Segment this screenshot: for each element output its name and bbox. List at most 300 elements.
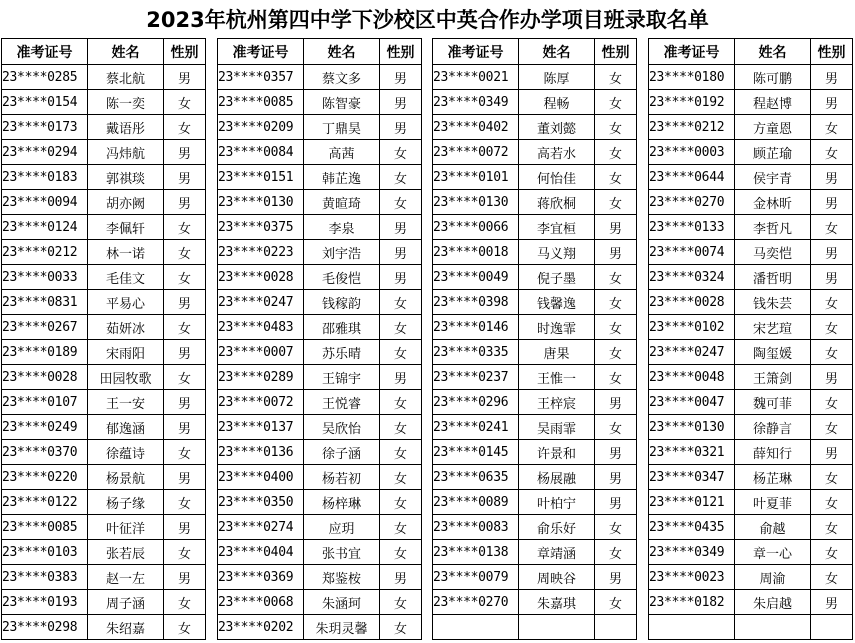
table-row [218, 315, 422, 340]
candidate-id: 23****0130 [433, 190, 519, 215]
candidate-id: 23****0347 [649, 465, 735, 490]
table-row [433, 365, 637, 390]
candidate-id: 23****0084 [218, 140, 304, 165]
gender: 男 [595, 215, 637, 240]
table-row [2, 190, 206, 215]
candidate-id: 23****0151 [218, 165, 304, 190]
gender: 女 [811, 215, 853, 240]
candidate-id: 23****0402 [433, 115, 519, 140]
header-row [649, 39, 853, 65]
gender: 女 [164, 90, 206, 115]
table-row [218, 240, 422, 265]
gender: 女 [595, 340, 637, 365]
student-name: 李哲凡 [735, 215, 811, 240]
candidate-id: 23****0182 [649, 590, 735, 615]
table-row [218, 365, 422, 390]
table-row [2, 65, 206, 90]
header-row [218, 39, 422, 65]
student-name: 林一诺 [88, 240, 164, 265]
student-name: 程赵博 [735, 90, 811, 115]
table-row [433, 565, 637, 590]
candidate-id [649, 615, 735, 640]
gender: 男 [811, 440, 853, 465]
student-name: 何怡佳 [519, 165, 595, 190]
gender: 女 [811, 415, 853, 440]
table-row [2, 390, 206, 415]
roster-table-2 [217, 38, 422, 640]
student-name: 叶夏菲 [735, 490, 811, 515]
candidate-id: 23****0048 [649, 365, 735, 390]
gender: 女 [595, 190, 637, 215]
gender: 男 [164, 290, 206, 315]
gender: 男 [164, 65, 206, 90]
gender: 女 [164, 615, 206, 640]
student-name: 侯宇青 [735, 165, 811, 190]
table-row [649, 90, 853, 115]
student-name: 朱涵珂 [304, 590, 380, 615]
student-name: 宋艺瑄 [735, 315, 811, 340]
candidate-id: 23****0068 [218, 590, 304, 615]
student-name: 钱馨逸 [519, 290, 595, 315]
header-gender: 性别 [380, 39, 422, 65]
gender: 女 [164, 240, 206, 265]
table-row [649, 215, 853, 240]
table-row [2, 590, 206, 615]
table-row [649, 240, 853, 265]
student-name: 王一安 [88, 390, 164, 415]
student-name: 马义翔 [519, 240, 595, 265]
table-row [433, 190, 637, 215]
candidate-id: 23****0357 [218, 65, 304, 90]
student-name: 徐子涵 [304, 440, 380, 465]
candidate-id: 23****0375 [218, 215, 304, 240]
student-name: 徐蕴诗 [88, 440, 164, 465]
candidate-id: 23****0247 [218, 290, 304, 315]
candidate-id: 23****0137 [218, 415, 304, 440]
gender: 女 [811, 565, 853, 590]
student-name: 王箫剑 [735, 365, 811, 390]
gender: 男 [164, 190, 206, 215]
candidate-id: 23****0023 [649, 565, 735, 590]
candidate-id: 23****0189 [2, 340, 88, 365]
gender: 男 [595, 565, 637, 590]
candidate-id: 23****0133 [649, 215, 735, 240]
candidate-id: 23****0247 [649, 340, 735, 365]
gender: 女 [164, 265, 206, 290]
student-name: 钱朱芸 [735, 290, 811, 315]
table-row [649, 565, 853, 590]
table-row [433, 215, 637, 240]
table-row [2, 215, 206, 240]
header-gender: 性别 [595, 39, 637, 65]
gender: 男 [811, 65, 853, 90]
student-name: 周子涵 [88, 590, 164, 615]
student-name: 陈智豪 [304, 90, 380, 115]
student-name: 金林昕 [735, 190, 811, 215]
gender: 女 [380, 465, 422, 490]
candidate-id: 23****0435 [649, 515, 735, 540]
gender: 男 [380, 240, 422, 265]
table-row [649, 515, 853, 540]
student-name: 茹妍冰 [88, 315, 164, 340]
gender: 女 [380, 515, 422, 540]
table-row [649, 590, 853, 615]
header-id: 准考证号 [218, 39, 304, 65]
table-row [649, 165, 853, 190]
student-name: 邵雅琪 [304, 315, 380, 340]
candidate-id: 23****0369 [218, 565, 304, 590]
table-row [2, 565, 206, 590]
header-row [433, 39, 637, 65]
gender: 女 [811, 140, 853, 165]
gender: 女 [595, 140, 637, 165]
student-name: 薛知行 [735, 440, 811, 465]
student-name: 蒋欣桐 [519, 190, 595, 215]
table-row [649, 490, 853, 515]
table-row [2, 540, 206, 565]
candidate-id: 23****0007 [218, 340, 304, 365]
table-row [649, 65, 853, 90]
candidate-id: 23****0028 [2, 365, 88, 390]
candidate-id: 23****0021 [433, 65, 519, 90]
table-row [218, 565, 422, 590]
student-name: 高茜 [304, 140, 380, 165]
table-row [433, 440, 637, 465]
table-row [433, 115, 637, 140]
student-name: 潘哲明 [735, 265, 811, 290]
candidate-id: 23****0072 [218, 390, 304, 415]
header-gender: 性别 [811, 39, 853, 65]
student-name: 黄暄琦 [304, 190, 380, 215]
student-name: 韩芷逸 [304, 165, 380, 190]
candidate-id: 23****0335 [433, 340, 519, 365]
table-row [649, 190, 853, 215]
gender: 女 [164, 590, 206, 615]
candidate-id: 23****0383 [2, 565, 88, 590]
candidate-id: 23****0101 [433, 165, 519, 190]
table-row [218, 390, 422, 415]
gender: 女 [164, 440, 206, 465]
table-row [433, 490, 637, 515]
gender: 男 [595, 465, 637, 490]
candidate-id: 23****0122 [2, 490, 88, 515]
student-name: 董刘懿 [519, 115, 595, 140]
student-name: 叶征洋 [88, 515, 164, 540]
gender: 女 [595, 315, 637, 340]
candidate-id: 23****0018 [433, 240, 519, 265]
student-name: 张若辰 [88, 540, 164, 565]
student-name: 周渝 [735, 565, 811, 590]
candidate-id: 23****0089 [433, 490, 519, 515]
gender: 男 [811, 265, 853, 290]
candidate-id: 23****0404 [218, 540, 304, 565]
candidate-id: 23****0831 [2, 290, 88, 315]
gender: 男 [164, 140, 206, 165]
candidate-id: 23****0212 [2, 240, 88, 265]
candidate-id: 23****0400 [218, 465, 304, 490]
student-name: 蔡文多 [304, 65, 380, 90]
table-row [433, 90, 637, 115]
student-name: 杨景航 [88, 465, 164, 490]
table-row [649, 315, 853, 340]
candidate-id: 23****0267 [2, 315, 88, 340]
candidate-id: 23****0130 [218, 190, 304, 215]
gender: 男 [380, 115, 422, 140]
candidate-id: 23****0136 [218, 440, 304, 465]
student-name: 郭祺琰 [88, 165, 164, 190]
student-name: 魏可菲 [735, 390, 811, 415]
table-row [218, 590, 422, 615]
candidate-id: 23****0249 [2, 415, 88, 440]
gender: 女 [164, 365, 206, 390]
table-row [649, 390, 853, 415]
table-row [433, 615, 637, 640]
student-name: 杨展融 [519, 465, 595, 490]
gender: 女 [380, 315, 422, 340]
gender: 女 [811, 290, 853, 315]
table-row [2, 165, 206, 190]
student-name: 郁逸涵 [88, 415, 164, 440]
student-name: 章一心 [735, 540, 811, 565]
candidate-id: 23****0003 [649, 140, 735, 165]
candidate-id: 23****0130 [649, 415, 735, 440]
gender: 女 [595, 165, 637, 190]
student-name: 陈厚 [519, 65, 595, 90]
student-name: 许景和 [519, 440, 595, 465]
candidate-id: 23****0192 [649, 90, 735, 115]
table-row [2, 240, 206, 265]
table-row [218, 65, 422, 90]
candidate-id: 23****0085 [2, 515, 88, 540]
gender: 男 [811, 365, 853, 390]
candidate-id: 23****0483 [218, 315, 304, 340]
table-row [2, 465, 206, 490]
candidate-id: 23****0324 [649, 265, 735, 290]
student-name: 程畅 [519, 90, 595, 115]
table-row [2, 440, 206, 465]
table-row [2, 365, 206, 390]
student-name: 朱嘉琪 [519, 590, 595, 615]
table-row [649, 415, 853, 440]
gender: 女 [164, 315, 206, 340]
gender: 女 [595, 265, 637, 290]
candidate-id: 23****0047 [649, 390, 735, 415]
candidate-id: 23****0124 [2, 215, 88, 240]
student-name: 王锦宇 [304, 365, 380, 390]
candidate-id: 23****0220 [2, 465, 88, 490]
candidate-id: 23****0270 [433, 590, 519, 615]
student-name: 顾芷瑜 [735, 140, 811, 165]
student-name: 吴欣怡 [304, 415, 380, 440]
gender: 女 [595, 90, 637, 115]
table-row [218, 490, 422, 515]
gender: 女 [595, 65, 637, 90]
gender: 男 [164, 415, 206, 440]
header-name: 姓名 [735, 39, 811, 65]
student-name: 俞乐好 [519, 515, 595, 540]
gender: 男 [811, 90, 853, 115]
candidate-id: 23****0085 [218, 90, 304, 115]
candidate-id: 23****0635 [433, 465, 519, 490]
candidate-id: 23****0370 [2, 440, 88, 465]
student-name: 应玥 [304, 515, 380, 540]
table-row [218, 440, 422, 465]
gender: 女 [595, 415, 637, 440]
gender: 女 [811, 490, 853, 515]
candidate-id [433, 615, 519, 640]
student-name: 杨梓琳 [304, 490, 380, 515]
table-row [433, 540, 637, 565]
roster-table-4 [648, 38, 853, 640]
student-name: 周映谷 [519, 565, 595, 590]
candidate-id: 23****0102 [649, 315, 735, 340]
candidate-id: 23****0398 [433, 290, 519, 315]
gender: 女 [595, 115, 637, 140]
table-row [218, 290, 422, 315]
table-row [649, 615, 853, 640]
header-id: 准考证号 [649, 39, 735, 65]
gender: 女 [595, 365, 637, 390]
student-name: 钱稼韵 [304, 290, 380, 315]
header-gender: 性别 [164, 39, 206, 65]
gender: 女 [811, 315, 853, 340]
candidate-id: 23****0107 [2, 390, 88, 415]
student-name: 胡亦阙 [88, 190, 164, 215]
gender: 男 [380, 265, 422, 290]
table-row [433, 515, 637, 540]
student-name: 杨子缘 [88, 490, 164, 515]
gender: 女 [595, 515, 637, 540]
gender: 男 [164, 515, 206, 540]
candidate-id: 23****0270 [649, 190, 735, 215]
candidate-id: 23****0173 [2, 115, 88, 140]
student-name: 唐果 [519, 340, 595, 365]
gender: 男 [811, 165, 853, 190]
table-row [433, 265, 637, 290]
gender: 女 [380, 615, 422, 640]
candidate-id: 23****0074 [649, 240, 735, 265]
gender: 男 [595, 440, 637, 465]
table-row [433, 240, 637, 265]
student-name: 戴语彤 [88, 115, 164, 140]
table-row [218, 140, 422, 165]
gender: 女 [380, 340, 422, 365]
table-row [433, 415, 637, 440]
gender: 男 [164, 565, 206, 590]
table-row [218, 190, 422, 215]
header-name: 姓名 [88, 39, 164, 65]
table-row [649, 365, 853, 390]
gender: 女 [164, 540, 206, 565]
student-name: 章靖涵 [519, 540, 595, 565]
gender: 男 [380, 365, 422, 390]
table-row [433, 290, 637, 315]
student-name: 田园牧歌 [88, 365, 164, 390]
candidate-id: 23****0298 [2, 615, 88, 640]
student-name: 王悦睿 [304, 390, 380, 415]
table-row [218, 515, 422, 540]
candidate-id: 23****0154 [2, 90, 88, 115]
student-name: 倪子墨 [519, 265, 595, 290]
candidate-id: 23****0237 [433, 365, 519, 390]
header-name: 姓名 [304, 39, 380, 65]
table-row [218, 465, 422, 490]
candidate-id: 23****0294 [2, 140, 88, 165]
candidate-id: 23****0049 [433, 265, 519, 290]
candidate-id: 23****0349 [649, 540, 735, 565]
candidate-id: 23****0183 [2, 165, 88, 190]
gender: 女 [595, 540, 637, 565]
table-row [433, 590, 637, 615]
candidate-id: 23****0241 [433, 415, 519, 440]
gender: 女 [380, 440, 422, 465]
gender: 女 [380, 590, 422, 615]
student-name: 李佩轩 [88, 215, 164, 240]
gender: 女 [380, 540, 422, 565]
table-row [218, 115, 422, 140]
candidate-id: 23****0145 [433, 440, 519, 465]
header-name: 姓名 [519, 39, 595, 65]
gender: 男 [380, 90, 422, 115]
gender: 女 [811, 465, 853, 490]
table-row [649, 540, 853, 565]
student-name: 高若水 [519, 140, 595, 165]
table-row [218, 90, 422, 115]
table-row [218, 540, 422, 565]
header-id: 准考证号 [433, 39, 519, 65]
table-row [218, 615, 422, 640]
candidate-id: 23****0349 [433, 90, 519, 115]
gender: 女 [380, 165, 422, 190]
candidate-id: 23****0212 [649, 115, 735, 140]
table-row [2, 340, 206, 365]
table-row [218, 340, 422, 365]
student-name: 俞越 [735, 515, 811, 540]
candidate-id: 23****0644 [649, 165, 735, 190]
student-name: 苏乐晴 [304, 340, 380, 365]
table-row [218, 165, 422, 190]
table-row [433, 315, 637, 340]
student-name: 冯炜航 [88, 140, 164, 165]
candidate-id: 23****0066 [433, 215, 519, 240]
candidate-id: 23****0321 [649, 440, 735, 465]
gender: 男 [595, 390, 637, 415]
page-title: 2023年杭州第四中学下沙校区中英合作办学项目班录取名单 [146, 8, 709, 32]
candidate-id: 23****0146 [433, 315, 519, 340]
table-row [433, 390, 637, 415]
student-name: 毛俊恺 [304, 265, 380, 290]
table-row [649, 290, 853, 315]
table-row [433, 465, 637, 490]
table-row [2, 140, 206, 165]
gender: 女 [380, 390, 422, 415]
table-row [2, 515, 206, 540]
candidate-id: 23****0223 [218, 240, 304, 265]
header-row [2, 39, 206, 65]
candidate-id: 23****0209 [218, 115, 304, 140]
table-row [649, 265, 853, 290]
student-name: 蔡北航 [88, 65, 164, 90]
student-name: 杨芷琳 [735, 465, 811, 490]
student-name: 陈可鹏 [735, 65, 811, 90]
student-name [519, 615, 595, 640]
candidate-id: 23****0193 [2, 590, 88, 615]
student-name: 赵一左 [88, 565, 164, 590]
table-row [218, 215, 422, 240]
candidate-id: 23****0094 [2, 190, 88, 215]
student-name: 杨若初 [304, 465, 380, 490]
table-row [2, 115, 206, 140]
